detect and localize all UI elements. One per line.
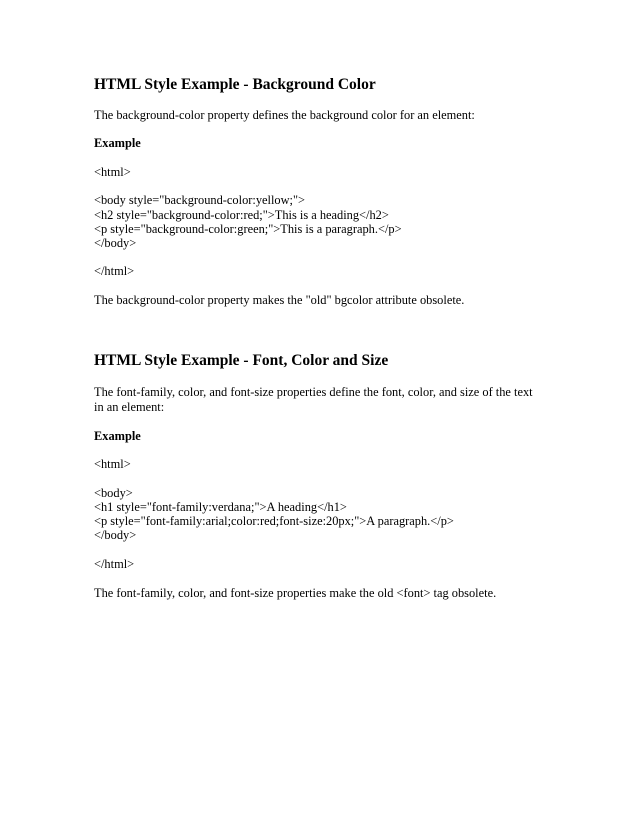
code-line: <h2 style="background-color:red;">This is a heading</h2> [94, 208, 389, 222]
code-line: <p style="background-color:green;">This is a paragraph.</p> [94, 222, 402, 236]
section-intro: The background-color property defines the background color for an element: [94, 108, 475, 122]
section-intro: The font-family, color, and font-size properties define the font, color, and size of the text [94, 385, 533, 399]
example-label: Example [94, 136, 141, 150]
code-line: </html> [94, 264, 135, 278]
code-line: <body style="background-color:yellow;"> [94, 193, 306, 207]
code-line: </body> [94, 528, 137, 542]
section-heading-background-color: HTML Style Example - Background Color [94, 76, 376, 93]
code-line: <html> [94, 165, 131, 179]
code-line: <p style="font-family:arial;color:red;font-size:20px;">A paragraph.</p> [94, 514, 454, 528]
code-line: <h1 style="font-family:verdana;">A heading</h1> [94, 500, 347, 514]
section-note: The font-family, color, and font-size properties make the old <font> tag obsolete. [94, 586, 497, 600]
code-line: <html> [94, 457, 131, 471]
code-line: </body> [94, 236, 137, 250]
section-heading-font-color-size: HTML Style Example - Font, Color and Size [94, 352, 389, 369]
section-intro: in an element: [94, 400, 165, 414]
section-note: The background-color property makes the "old" bgcolor attribute obsolete. [94, 293, 465, 307]
example-label: Example [94, 429, 141, 443]
code-line: <body> [94, 486, 133, 500]
code-line: </html> [94, 557, 135, 571]
